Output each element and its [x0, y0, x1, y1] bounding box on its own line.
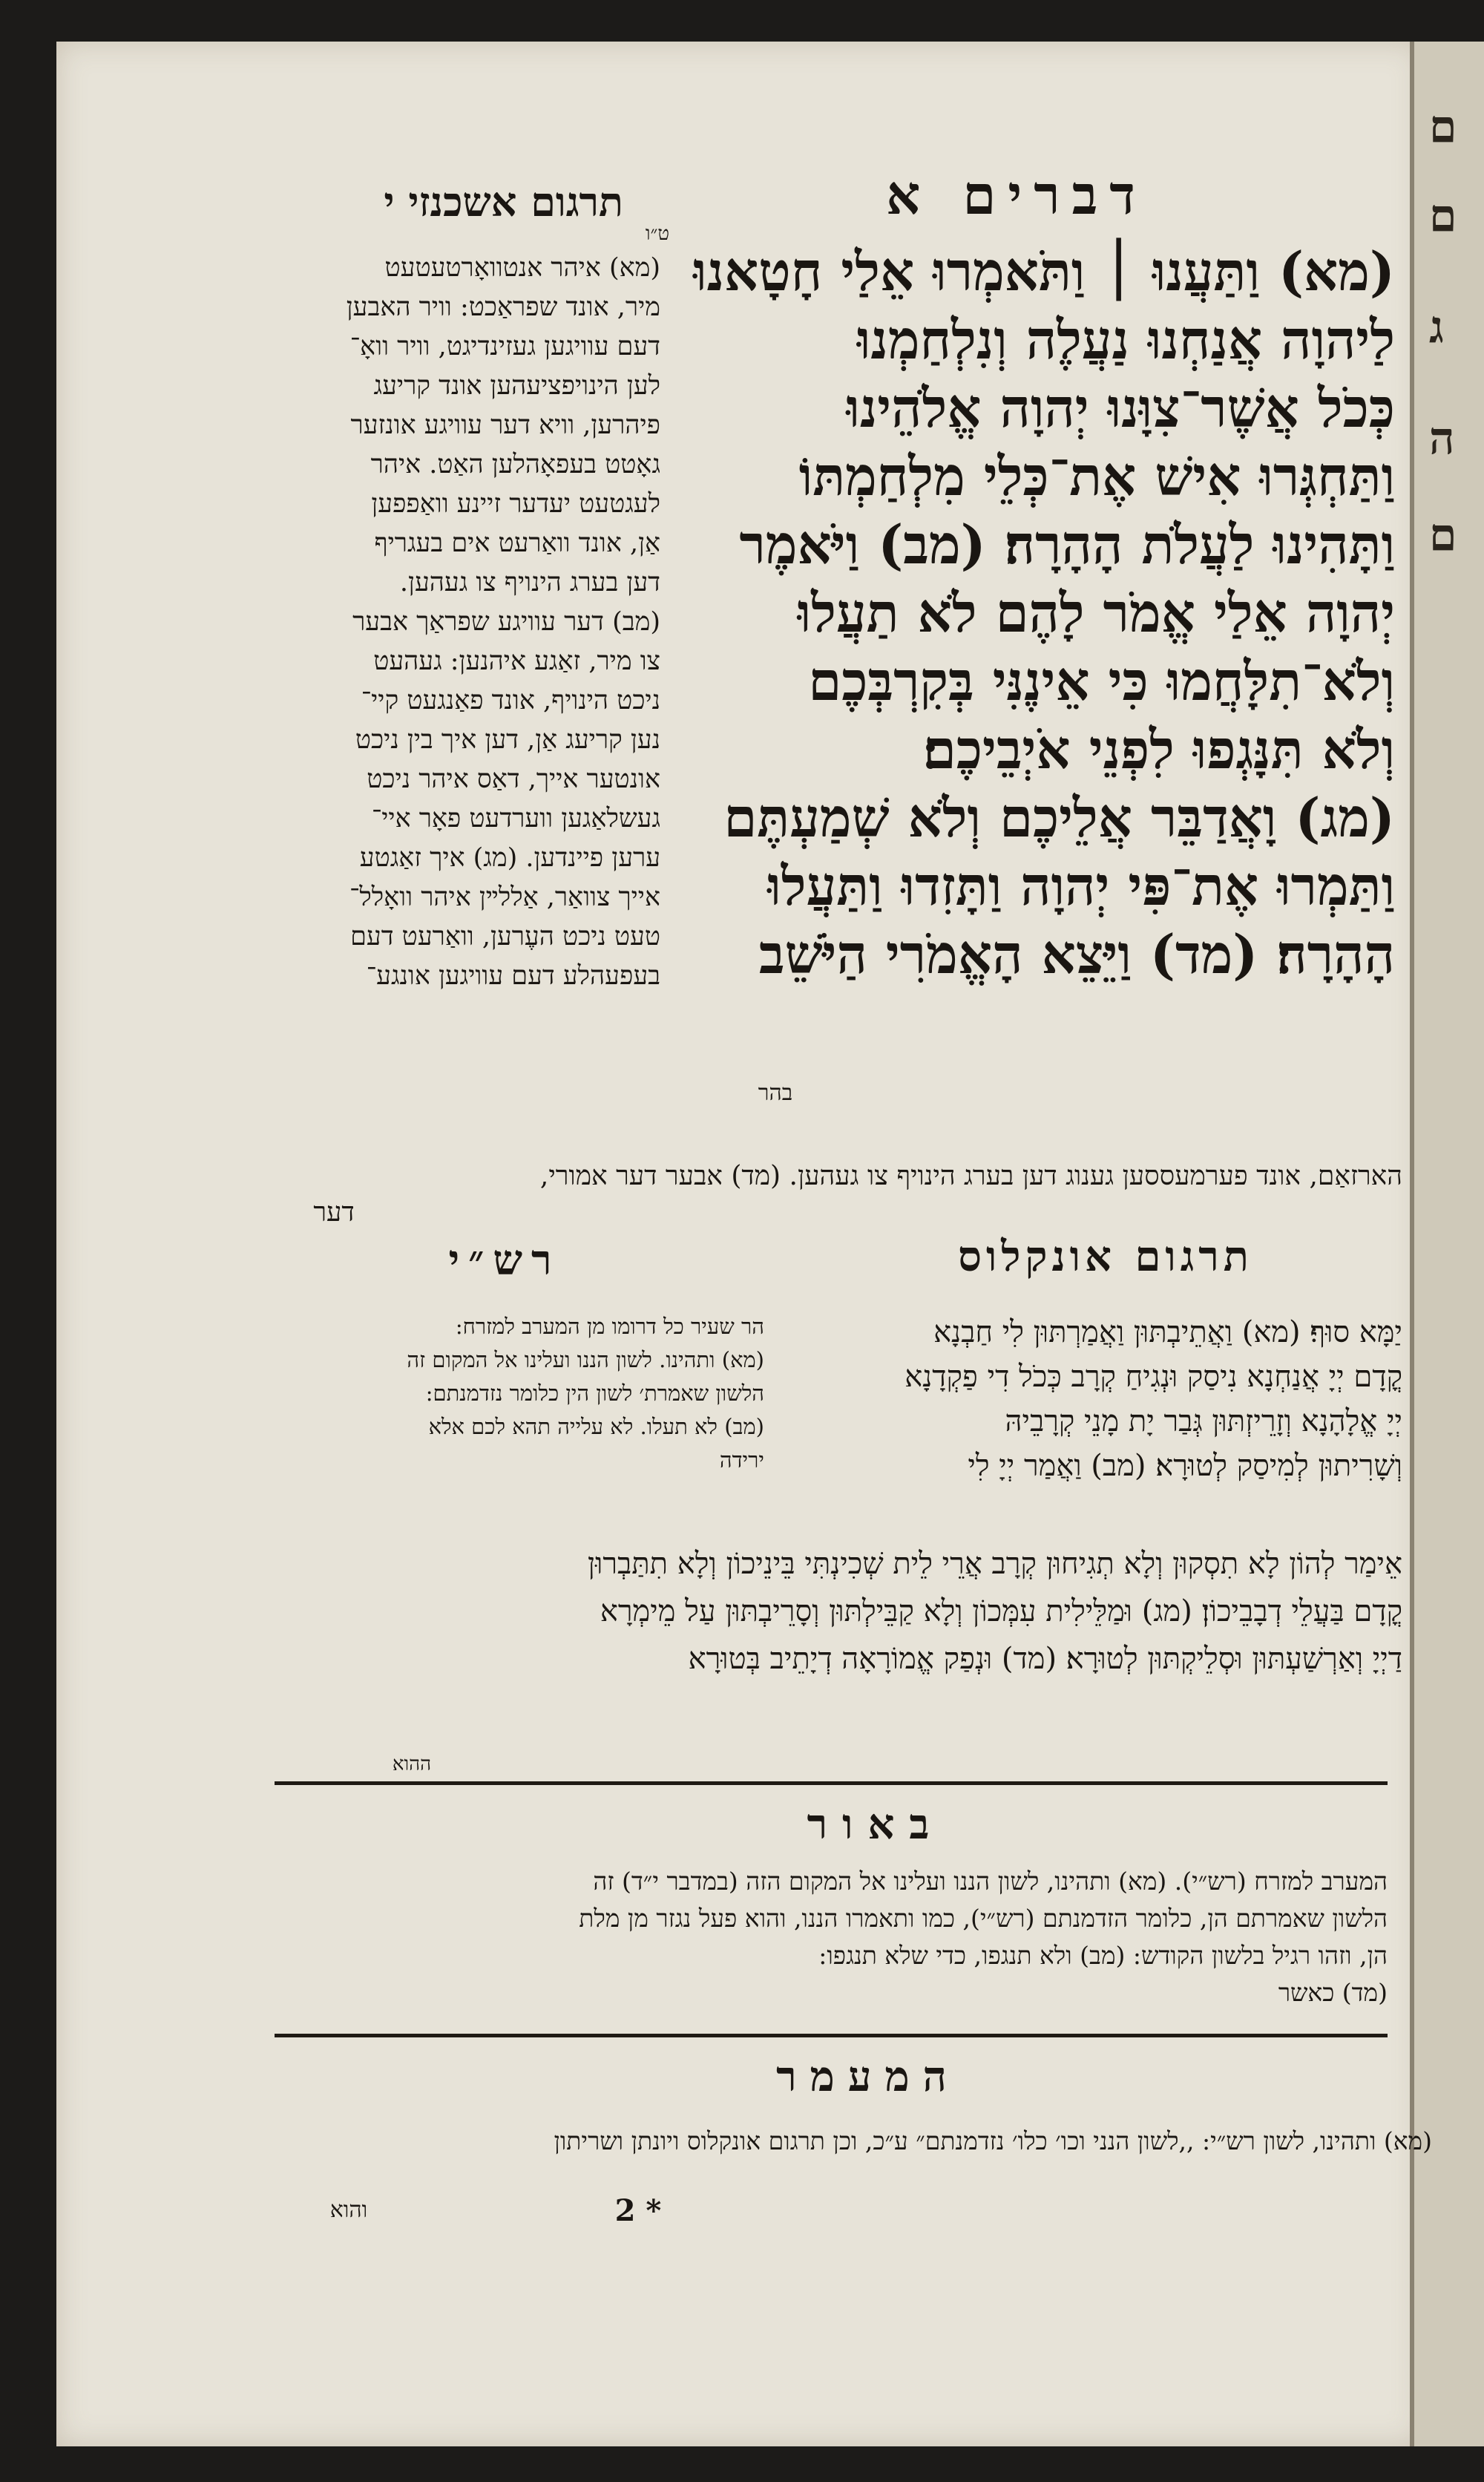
ashkenazi-line: דען בערג הינויף צו געהען.: [399, 568, 660, 597]
section-heading-biur: באור: [807, 1800, 945, 1849]
verse-marker: ט״ו: [645, 223, 670, 245]
rashi-line: הלשון שאמרת׳ לשון הין כלומר נזדמנתם:: [425, 1381, 764, 1406]
onkelos-line: קֳדָם בַּעֲלֵי דְבָבֵיכוֹן׃ (מג) וּמַלֵּילִית עִמְּכוֹן וְלָא קַבֵּילְתּוּן וְסָרֵיבְתּוּן עַל מֵימְרָא: [600, 1594, 1402, 1628]
section-heading-meamer: המעמר: [776, 2052, 960, 2101]
ashkenazi-line: נען קריעג אַן, דען איך בין ניכט: [355, 725, 660, 755]
catchword: בהר: [758, 1080, 793, 1106]
edge-letter: ה: [1429, 413, 1455, 465]
ashkenazi-line: (מא) איהר אנטוואָרטעטעט: [384, 253, 660, 283]
ashkenazi-continuation: [245, 1158, 1402, 1195]
ashkenazi-line: מיר, אונד שפראַכט: וויר האבען: [346, 292, 660, 322]
onkelos-line: יַמָּא סוּף׃ (מא) וַאֲתֵיבְתּוּן וַאֲמַרְתּוּן לִי חַבְנָא: [933, 1315, 1402, 1349]
biblical-line: וַתַּחְגְּרוּ אִישׁ אֶת־כְּלֵי מִלְחַמְתּוֹ: [798, 445, 1395, 508]
biblical-line: לַיהוָה אֲנַחְנוּ נַעֲלֶה וְנִלְחַמְנוּ: [857, 308, 1395, 371]
rashi-column: [245, 1310, 764, 1477]
edge-letter: ג: [1429, 301, 1444, 353]
ashkenazi-line: טעט ניכט העֶרען, וואַרעט דעם: [350, 922, 660, 952]
section-divider: [275, 1781, 1388, 1785]
biur-line: הלשון שאמרתם הן, כלומר הזדמנתם (רש״י), כמו ותאמרו הננו, והוא פעל נגזר מן מלת: [579, 1904, 1388, 1933]
ashkenazi-line: אונטער אייך, דאַס איהר ניכט: [367, 764, 660, 794]
ashkenazi-line: הארזאַם, אונד פערמעססען גענוג דען בערג הינויף צו געהען. (מד) אבער דער אמורי,: [539, 1161, 1402, 1191]
ashkenazi-line: געשלאַגען ווערדעט פאָר איי־: [371, 804, 660, 834]
catchword: דער: [313, 1197, 355, 1228]
meamer-block: [267, 2123, 1432, 2160]
onkelos-line: וְשָׁרִיתוּן לְמִיסַק לְטוּרָא׃ (מב) וַאֲמַר יְיָ לִי: [968, 1449, 1402, 1483]
edge-letter: ם: [1429, 509, 1457, 561]
ashkenazi-line: ניכט הינויף, אונד פאַנגעט קיי־: [361, 686, 660, 716]
ashkenazi-line: בעפעהלע דעם עוויגען אונגע־: [366, 961, 660, 991]
edge-letter: ם: [1429, 101, 1457, 153]
ashkenazi-line: (מב) דער עוויגע שפראַך אבער: [352, 607, 660, 637]
translation-title-header: תרגום אשכנזי י: [384, 178, 623, 226]
catchword: והוא: [329, 2197, 368, 2223]
onkelos-line: אֵימַר לְהוֹן לָא תִסְקוּן וְלָא תְגִיחוּן קְרָב אֲרֵי לֵית שְׁכִינְתִּי בֵּינֵיכוֹן וְלָא תִתַּבְרוּן: [587, 1547, 1402, 1581]
biblical-line: וַתַּמְרוּ אֶת־פִּי יְהוָה וַתָּזִדוּ וַתַּעֲלוּ: [767, 854, 1395, 917]
ashkenazi-line: פיהרען, וויא דער עוויגע אונזער: [350, 410, 660, 440]
ashkenazi-line: לעגטעט יעדער זיינע וואַפפען: [371, 489, 660, 519]
onkelos-line: קֳדָם יְיָ אֲנַחְנָא נִיסַק וּנְגִיחַ קְרָב כְּכֹל דִי פַקְדָנָא: [904, 1360, 1402, 1394]
biblical-line: כְּכֹל אֲשֶׁר־צִוָּנוּ יְהוָה אֱלֹהֵינוּ: [846, 376, 1395, 439]
ashkenazi-line: לען הינויפציעהען אונד קריעג: [373, 371, 660, 401]
meamer-line: (מא) ותהינו, לשון רש״י: ,,לשון הנני וכו׳ כלו׳ נזדמנתם״ ע״כ, וכן תרגום אונקלוס ויונתן ושריתון: [554, 2126, 1432, 2155]
biur-line: הן, וזהו רגיל בלשון הקודש: (מב) ולא תנגפו, כדי שלא תנגפו:: [818, 1941, 1388, 1970]
adjacent-page-edge: [1410, 42, 1484, 2446]
biur-line: המערב למזרח (רש״י). (מא) ותהינו, לשון הננו ועלינו אל המקום הזה (במדבר י״ד) זה: [593, 1867, 1388, 1896]
biblical-line: וְלֹא תִּנָּגְפוּ לִפְנֵי אֹיְבֵיכֶם׃: [922, 718, 1395, 781]
ashkenazi-line: אייך צוואַר, אַללײן איהר וואָלל־: [349, 883, 660, 912]
section-heading-rashi: רש״י: [448, 1236, 561, 1285]
rashi-line: (מא) ותהינו. לשון הננו ועלינו אל המקום זה: [407, 1347, 764, 1372]
biblical-text-block: [683, 238, 1395, 989]
section-divider: [275, 2034, 1388, 2037]
onkelos-column: [772, 1310, 1402, 1488]
biblical-line: הָהָרָה׃ (מד) וַיֵּצֵא הָאֱמֹרִי הַיֹּשֵׁב: [758, 923, 1395, 986]
biur-line: (מד) כאשר: [1278, 1978, 1388, 2007]
biblical-line: (מג) וָאֲדַבֵּר אֲלֵיכֶם וְלֹא שְׁמַעְתֶּם: [723, 786, 1395, 849]
rashi-line: ירידה: [719, 1447, 764, 1473]
book-title-header: דברים א: [886, 163, 1147, 226]
section-heading-onkelos: תרגום אונקלוס: [958, 1232, 1253, 1281]
biblical-line: וַתָּהִינוּ לַעֲלֹת הָהָרָה׃ (מב) וַיֹּאמֶר: [739, 513, 1395, 576]
onkelos-wide-block: [252, 1540, 1402, 1683]
ashkenazi-line: ערען פיינדען. (מג) איך זאַגטע: [359, 843, 660, 873]
signature-mark: 2 *: [614, 2193, 662, 2228]
edge-letter: ם: [1429, 190, 1457, 242]
biblical-line: וְלֹא־תִלָּחֲמוּ כִּי אֵינֶנִּי בְּקִרְבְּכֶם: [808, 649, 1395, 713]
ashkenazi-translation-column: [245, 249, 660, 996]
rashi-line: (מב) לא תעלו. לא עלייה תהא לכם אלא: [428, 1414, 764, 1439]
ashkenazi-line: גאָטט בעפאָהלען האַט. איהר: [370, 450, 660, 479]
ashkenazi-line: צו מיר, זאַגע איהנען: געהעט: [373, 646, 660, 676]
catchword: ההוא: [392, 1753, 432, 1775]
onkelos-line: יְיָ אֱלָהָנָא וְזָרֵיזְתּוּן גְּבַר יָת מָנֵי קְרָבֵיהּ: [1005, 1404, 1402, 1438]
ashkenazi-line: דעם עוויגען געזינדיגט, וויר וואָ־: [349, 332, 660, 361]
biblical-line: (מא) וַתַּעֲנוּ ׀ וַתֹּאמְרוּ אֵלַי חָטָאנוּ: [693, 240, 1395, 303]
onkelos-line: דַיְיָ וְאַרְשַׁעְתּוּן וּסְלֵיקְתּוּן לְטוּרָא׃ (מד) וּנְפַק אֱמוֹרָאָה דְיָתֵיב בְּטוּרָא: [688, 1642, 1402, 1676]
biblical-line: יְהוָה אֵלַי אֱמֹר לָהֶם לֹא תַעֲלוּ: [797, 581, 1395, 644]
ashkenazi-line: אַן, אונד וואַרעט אים בעגריף: [374, 528, 660, 558]
biur-block: [267, 1863, 1388, 2011]
rashi-line: הר שעיר כל דרומו מן המערב למזרח:: [455, 1314, 764, 1339]
